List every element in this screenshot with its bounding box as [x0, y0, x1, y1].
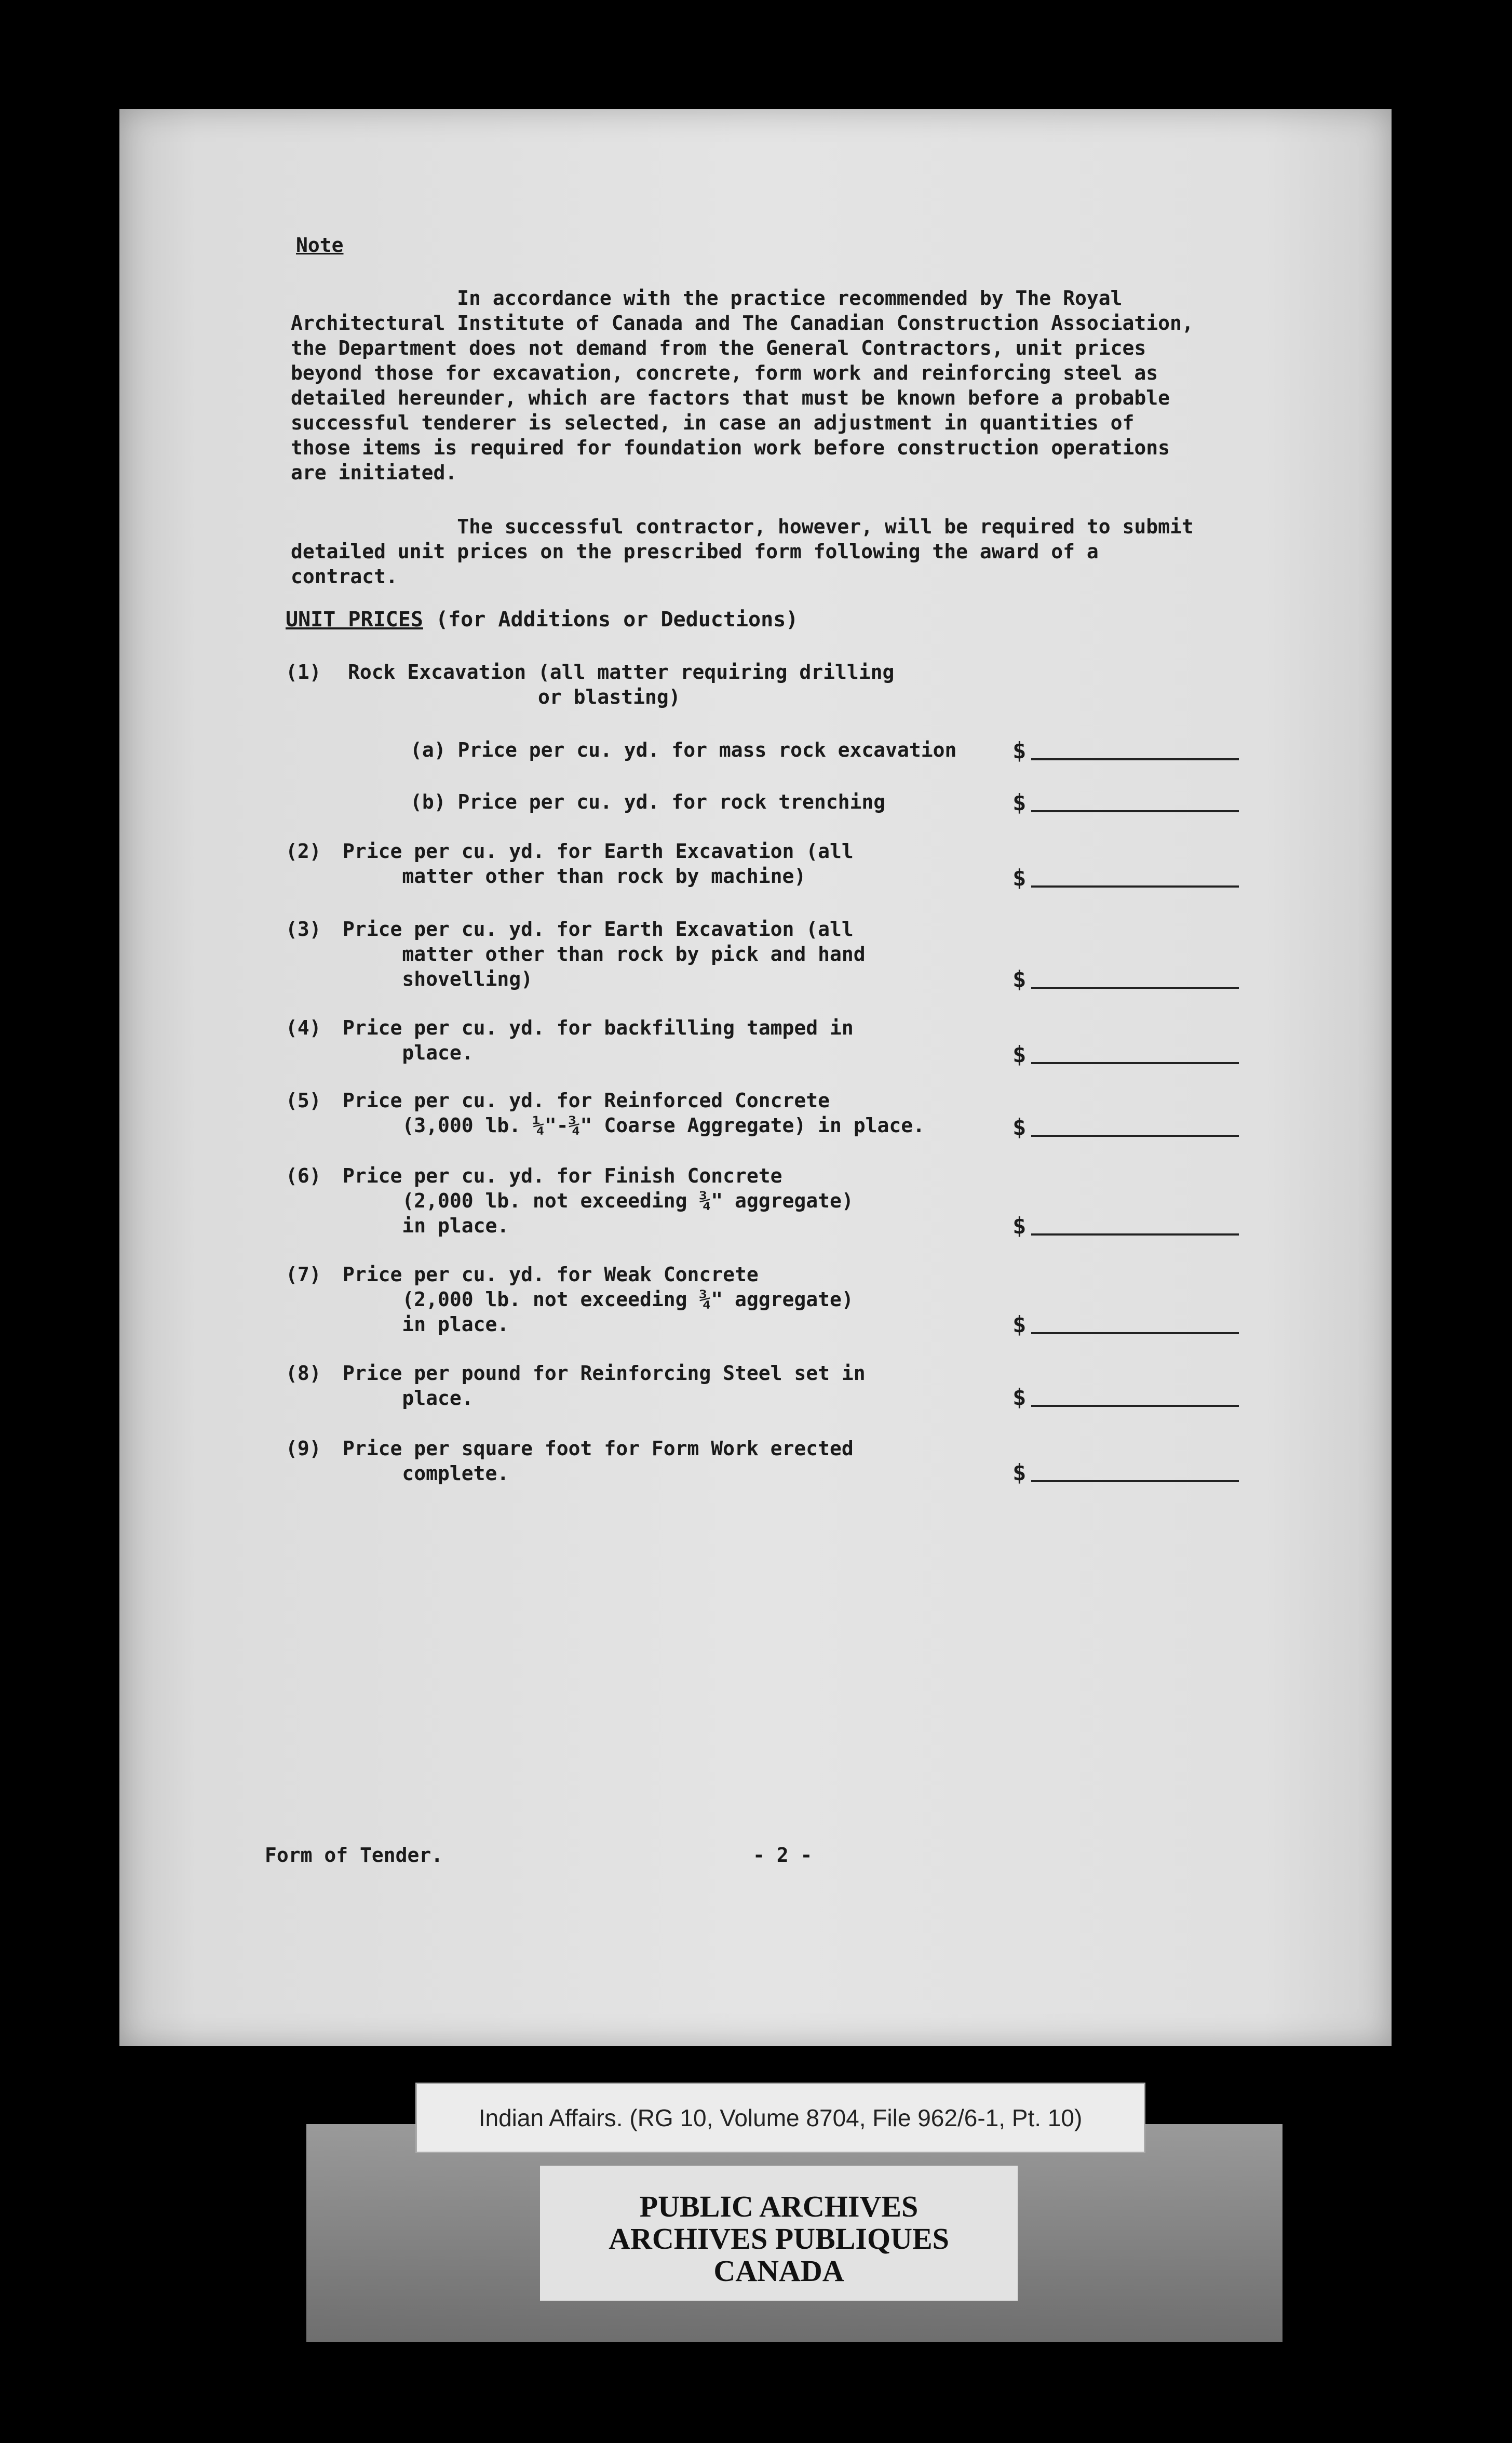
price-blank[interactable]	[1013, 1213, 1027, 1238]
price-line	[1031, 885, 1239, 888]
price-blank[interactable]	[1013, 789, 1027, 814]
dollar-sign: $	[1013, 1384, 1027, 1411]
item-text: Price per cu. yd. for Reinforced Concrete (3,000 lb. ¼"-¾" Coarse Aggregate) in place.	[343, 1089, 925, 1137]
item-text: Price per cu. yd. for backfilling tamped in place.	[343, 1016, 854, 1064]
item-text: (b) Price per cu. yd. for rock trenching	[410, 790, 886, 813]
dollar-sign: $	[1013, 1213, 1027, 1239]
archive-reference: Indian Affairs. (RG 10, Volume 8704, File 962/6-1, Pt. 10)	[415, 2083, 1145, 2153]
item-number: (9)	[286, 1437, 321, 1460]
item-text: Price per cu. yd. for Earth Excavation (all matter other than rock by machine)	[343, 840, 854, 888]
item-number: (1)	[286, 661, 321, 683]
note-label: Note	[296, 234, 344, 257]
archive-line-english: PUBLIC ARCHIVES	[639, 2190, 919, 2223]
price-blank[interactable]	[1013, 737, 1027, 762]
price-blank[interactable]	[1013, 1311, 1027, 1336]
price-line	[1031, 1135, 1239, 1137]
price-blank[interactable]	[1013, 1384, 1027, 1409]
item-number: (8)	[286, 1362, 321, 1385]
item-text: Price per square foot for Form Work erected complete.	[343, 1437, 854, 1485]
paragraph-practice: In accordance with the practice recommended by The Royal Architectural Institute of Canada and The Canadian Construction Association, the Department does not demand from the General Contractors, unit prices beyond those for excavation, concrete, form work and reinforcing steel as detailed hereunder, which are factors that must be known before a probable successful tenderer is selected, in case an adjustment in quantities of those items is required for foundation work before construction operations are initiated.	[291, 287, 1194, 484]
price-line	[1031, 758, 1239, 760]
item-text: Price per pound for Reinforcing Steel set in place.	[343, 1362, 866, 1410]
unit-prices-heading	[286, 608, 798, 632]
price-line	[1031, 1480, 1239, 1482]
item-text: Price per cu. yd. for Earth Excavation (all matter other than rock by pick and hand shovelling)	[343, 918, 866, 990]
dollar-sign: $	[1013, 789, 1027, 816]
archive-line-french: ARCHIVES PUBLIQUES	[609, 2222, 949, 2256]
item-number: (4)	[286, 1016, 321, 1039]
footer-form-title: Form of Tender.	[265, 1844, 443, 1867]
dollar-sign: $	[1013, 966, 1027, 992]
item-text: Rock Excavation (all matter requiring drilling or blasting)	[348, 661, 895, 708]
dollar-sign: $	[1013, 1311, 1027, 1338]
dollar-sign: $	[1013, 1114, 1027, 1140]
dollar-sign: $	[1013, 1041, 1027, 1068]
page-number: - 2 -	[753, 1844, 813, 1867]
price-line	[1031, 810, 1239, 812]
item-number: (5)	[286, 1089, 321, 1112]
unit-prices-subtitle: (for Additions or Deductions)	[423, 608, 799, 632]
unit-prices-title: UNIT PRICES	[286, 608, 423, 632]
price-line	[1031, 1405, 1239, 1407]
price-blank[interactable]	[1013, 1114, 1027, 1139]
dollar-sign: $	[1013, 865, 1027, 891]
price-line	[1031, 1332, 1239, 1334]
item-text: Price per cu. yd. for Finish Concrete (2,000 lb. not exceeding ¾" aggregate) in place.	[343, 1164, 854, 1237]
dollar-sign: $	[1013, 737, 1027, 764]
item-text: (a) Price per cu. yd. for mass rock excavation	[410, 739, 957, 761]
item-number: (3)	[286, 918, 321, 941]
price-blank[interactable]	[1013, 1459, 1027, 1484]
item-number: (6)	[286, 1164, 321, 1187]
archive-stamp	[540, 2166, 1018, 2301]
price-blank[interactable]	[1013, 966, 1027, 991]
item-number: (2)	[286, 840, 321, 863]
price-line	[1031, 987, 1239, 989]
item-number: (7)	[286, 1263, 321, 1286]
price-blank[interactable]	[1013, 1041, 1027, 1066]
dollar-sign: $	[1013, 1459, 1027, 1486]
archive-line-country: CANADA	[713, 2254, 844, 2288]
price-blank[interactable]	[1013, 865, 1027, 890]
price-line	[1031, 1233, 1239, 1236]
paragraph-contractor: The successful contractor, however, will be required to submit detailed unit prices on the prescribed form following the award of a contract.	[291, 515, 1194, 588]
price-line	[1031, 1062, 1239, 1064]
document-page	[119, 109, 1392, 2046]
item-text: Price per cu. yd. for Weak Concrete (2,000 lb. not exceeding ¾" aggregate) in place.	[343, 1263, 854, 1336]
